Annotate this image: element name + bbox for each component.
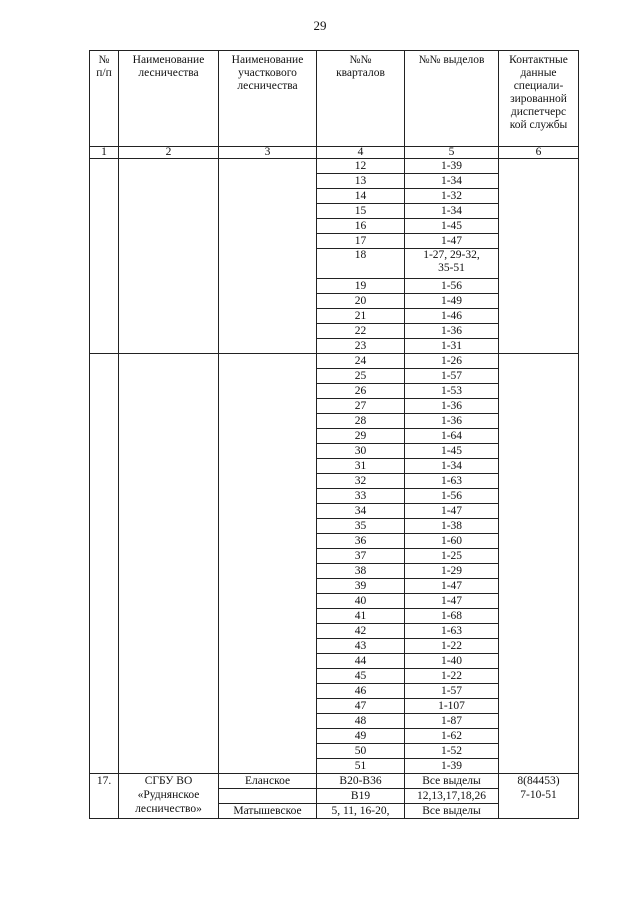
forestry-name xyxy=(119,159,219,354)
column-number: 5 xyxy=(405,147,499,159)
forestry-name: СГБУ ВО «Руднянское лесничество» xyxy=(119,774,219,819)
header-cell: Наименование лесничества xyxy=(119,51,219,147)
quarter-cell: 33 xyxy=(317,489,405,504)
quarter-cell: 29 xyxy=(317,429,405,444)
entry-number xyxy=(90,159,119,354)
plots-cell: 1-26 xyxy=(405,354,499,369)
header-row xyxy=(90,51,579,147)
column-number: 1 xyxy=(90,147,119,159)
quarter-cell: 36 xyxy=(317,534,405,549)
plots-cell: 1-49 xyxy=(405,294,499,309)
quarter-cell: 23 xyxy=(317,339,405,354)
plots-cell: 1-56 xyxy=(405,489,499,504)
quarter-cell: 39 xyxy=(317,579,405,594)
plots-cell: 1-32 xyxy=(405,189,499,204)
plots-cell: 1-60 xyxy=(405,534,499,549)
plots-cell: 1-53 xyxy=(405,384,499,399)
column-number-row xyxy=(90,147,579,159)
plots-cell: 1-27, 29-32, 35-51 xyxy=(405,249,499,279)
plots-cell: 1-47 xyxy=(405,579,499,594)
plots-cell: 1-52 xyxy=(405,744,499,759)
table-row xyxy=(90,354,579,369)
quarter-cell: 12 xyxy=(317,159,405,174)
plots-cell: 1-56 xyxy=(405,279,499,294)
page-number: 29 xyxy=(313,18,327,33)
plots-cell: 1-38 xyxy=(405,519,499,534)
plots-cell: 1-39 xyxy=(405,159,499,174)
header-cell: №№ выделов xyxy=(405,51,499,147)
plots-cell: 1-36 xyxy=(405,399,499,414)
plots-cell: 1-22 xyxy=(405,639,499,654)
plots-cell: 1-63 xyxy=(405,474,499,489)
entry-number: 17. xyxy=(90,774,119,819)
contact-cell xyxy=(499,354,579,774)
plots-cell: 1-34 xyxy=(405,459,499,474)
entry-17 xyxy=(90,774,579,819)
entry-number xyxy=(90,354,119,774)
quarter-cell: 47 xyxy=(317,699,405,714)
plots-cell: 1-47 xyxy=(405,234,499,249)
contact-cell: 8(84453) 7-10-51 xyxy=(499,774,579,819)
district-name xyxy=(219,354,317,774)
plots-cell: Все выделы xyxy=(405,774,499,789)
plots-cell: 1-36 xyxy=(405,414,499,429)
plots-cell: 1-45 xyxy=(405,444,499,459)
plots-cell: 1-40 xyxy=(405,654,499,669)
plots-cell: 1-68 xyxy=(405,609,499,624)
district-name: Матышевское xyxy=(219,804,317,819)
quarter-cell: 25 xyxy=(317,369,405,384)
quarter-cell: 20 xyxy=(317,294,405,309)
quarter-cell: 31 xyxy=(317,459,405,474)
quarter-cell: 50 xyxy=(317,744,405,759)
group-2 xyxy=(90,354,579,774)
quarter-cell: 27 xyxy=(317,399,405,414)
quarter-cell: 32 xyxy=(317,474,405,489)
quarter-cell: 38 xyxy=(317,564,405,579)
plots-cell: 12,13,17,18,26 xyxy=(405,789,499,804)
plots-cell: 1-22 xyxy=(405,669,499,684)
plots-cell: 1-63 xyxy=(405,624,499,639)
quarter-cell: 22 xyxy=(317,324,405,339)
column-number: 4 xyxy=(317,147,405,159)
header-cell: №№ кварталов xyxy=(317,51,405,147)
quarter-cell: 41 xyxy=(317,609,405,624)
forest-table xyxy=(89,50,579,819)
quarter-cell: 18 xyxy=(317,249,405,279)
quarter-cell: 34 xyxy=(317,504,405,519)
quarter-cell: 35 xyxy=(317,519,405,534)
header-cell: № п/п xyxy=(90,51,119,147)
plots-cell: 1-107 xyxy=(405,699,499,714)
plots-cell: 1-34 xyxy=(405,174,499,189)
district-name: Еланское xyxy=(219,774,317,789)
plots-cell: 1-62 xyxy=(405,729,499,744)
plots-cell: 1-36 xyxy=(405,324,499,339)
plots-cell: 1-34 xyxy=(405,204,499,219)
contact-cell xyxy=(499,159,579,354)
header-cell: Контактные данные специали- зированной диспетчерс кой службы xyxy=(499,51,579,147)
table-row xyxy=(90,774,579,789)
district-name xyxy=(219,159,317,354)
quarter-cell: 26 xyxy=(317,384,405,399)
quarter-cell: 48 xyxy=(317,714,405,729)
quarter-cell: 28 xyxy=(317,414,405,429)
quarter-cell: 30 xyxy=(317,444,405,459)
quarter-cell: 14 xyxy=(317,189,405,204)
plots-cell: 1-57 xyxy=(405,369,499,384)
quarter-cell: 40 xyxy=(317,594,405,609)
quarter-cell: 43 xyxy=(317,639,405,654)
quarter-cell: 37 xyxy=(317,549,405,564)
quarter-cell: 13 xyxy=(317,174,405,189)
quarter-cell: 49 xyxy=(317,729,405,744)
plots-cell: 1-29 xyxy=(405,564,499,579)
quarter-cell: 16 xyxy=(317,219,405,234)
quarter-cell: 42 xyxy=(317,624,405,639)
quarter-cell: 17 xyxy=(317,234,405,249)
quarter-cell: 46 xyxy=(317,684,405,699)
plots-cell: 1-47 xyxy=(405,594,499,609)
column-number: 2 xyxy=(119,147,219,159)
plots-cell: 1-25 xyxy=(405,549,499,564)
quarter-cell: В20-В36 xyxy=(317,774,405,789)
header-cell: Наименование участкового лесничества xyxy=(219,51,317,147)
column-number: 6 xyxy=(499,147,579,159)
table-row xyxy=(90,159,579,174)
plots-cell: 1-64 xyxy=(405,429,499,444)
quarter-cell: 19 xyxy=(317,279,405,294)
plots-cell: 1-39 xyxy=(405,759,499,774)
column-number: 3 xyxy=(219,147,317,159)
quarter-cell: В19 xyxy=(317,789,405,804)
plots-cell: 1-57 xyxy=(405,684,499,699)
quarter-cell: 15 xyxy=(317,204,405,219)
plots-cell: Все выделы xyxy=(405,804,499,819)
plots-cell: 1-45 xyxy=(405,219,499,234)
plots-cell: 1-47 xyxy=(405,504,499,519)
quarter-cell: 51 xyxy=(317,759,405,774)
quarter-cell: 5, 11, 16-20, xyxy=(317,804,405,819)
plots-cell: 1-46 xyxy=(405,309,499,324)
quarter-cell: 24 xyxy=(317,354,405,369)
quarter-cell: 45 xyxy=(317,669,405,684)
district-name xyxy=(219,789,317,804)
quarter-cell: 44 xyxy=(317,654,405,669)
group-1 xyxy=(90,159,579,354)
plots-cell: 1-31 xyxy=(405,339,499,354)
quarter-cell: 21 xyxy=(317,309,405,324)
forestry-name xyxy=(119,354,219,774)
plots-cell: 1-87 xyxy=(405,714,499,729)
